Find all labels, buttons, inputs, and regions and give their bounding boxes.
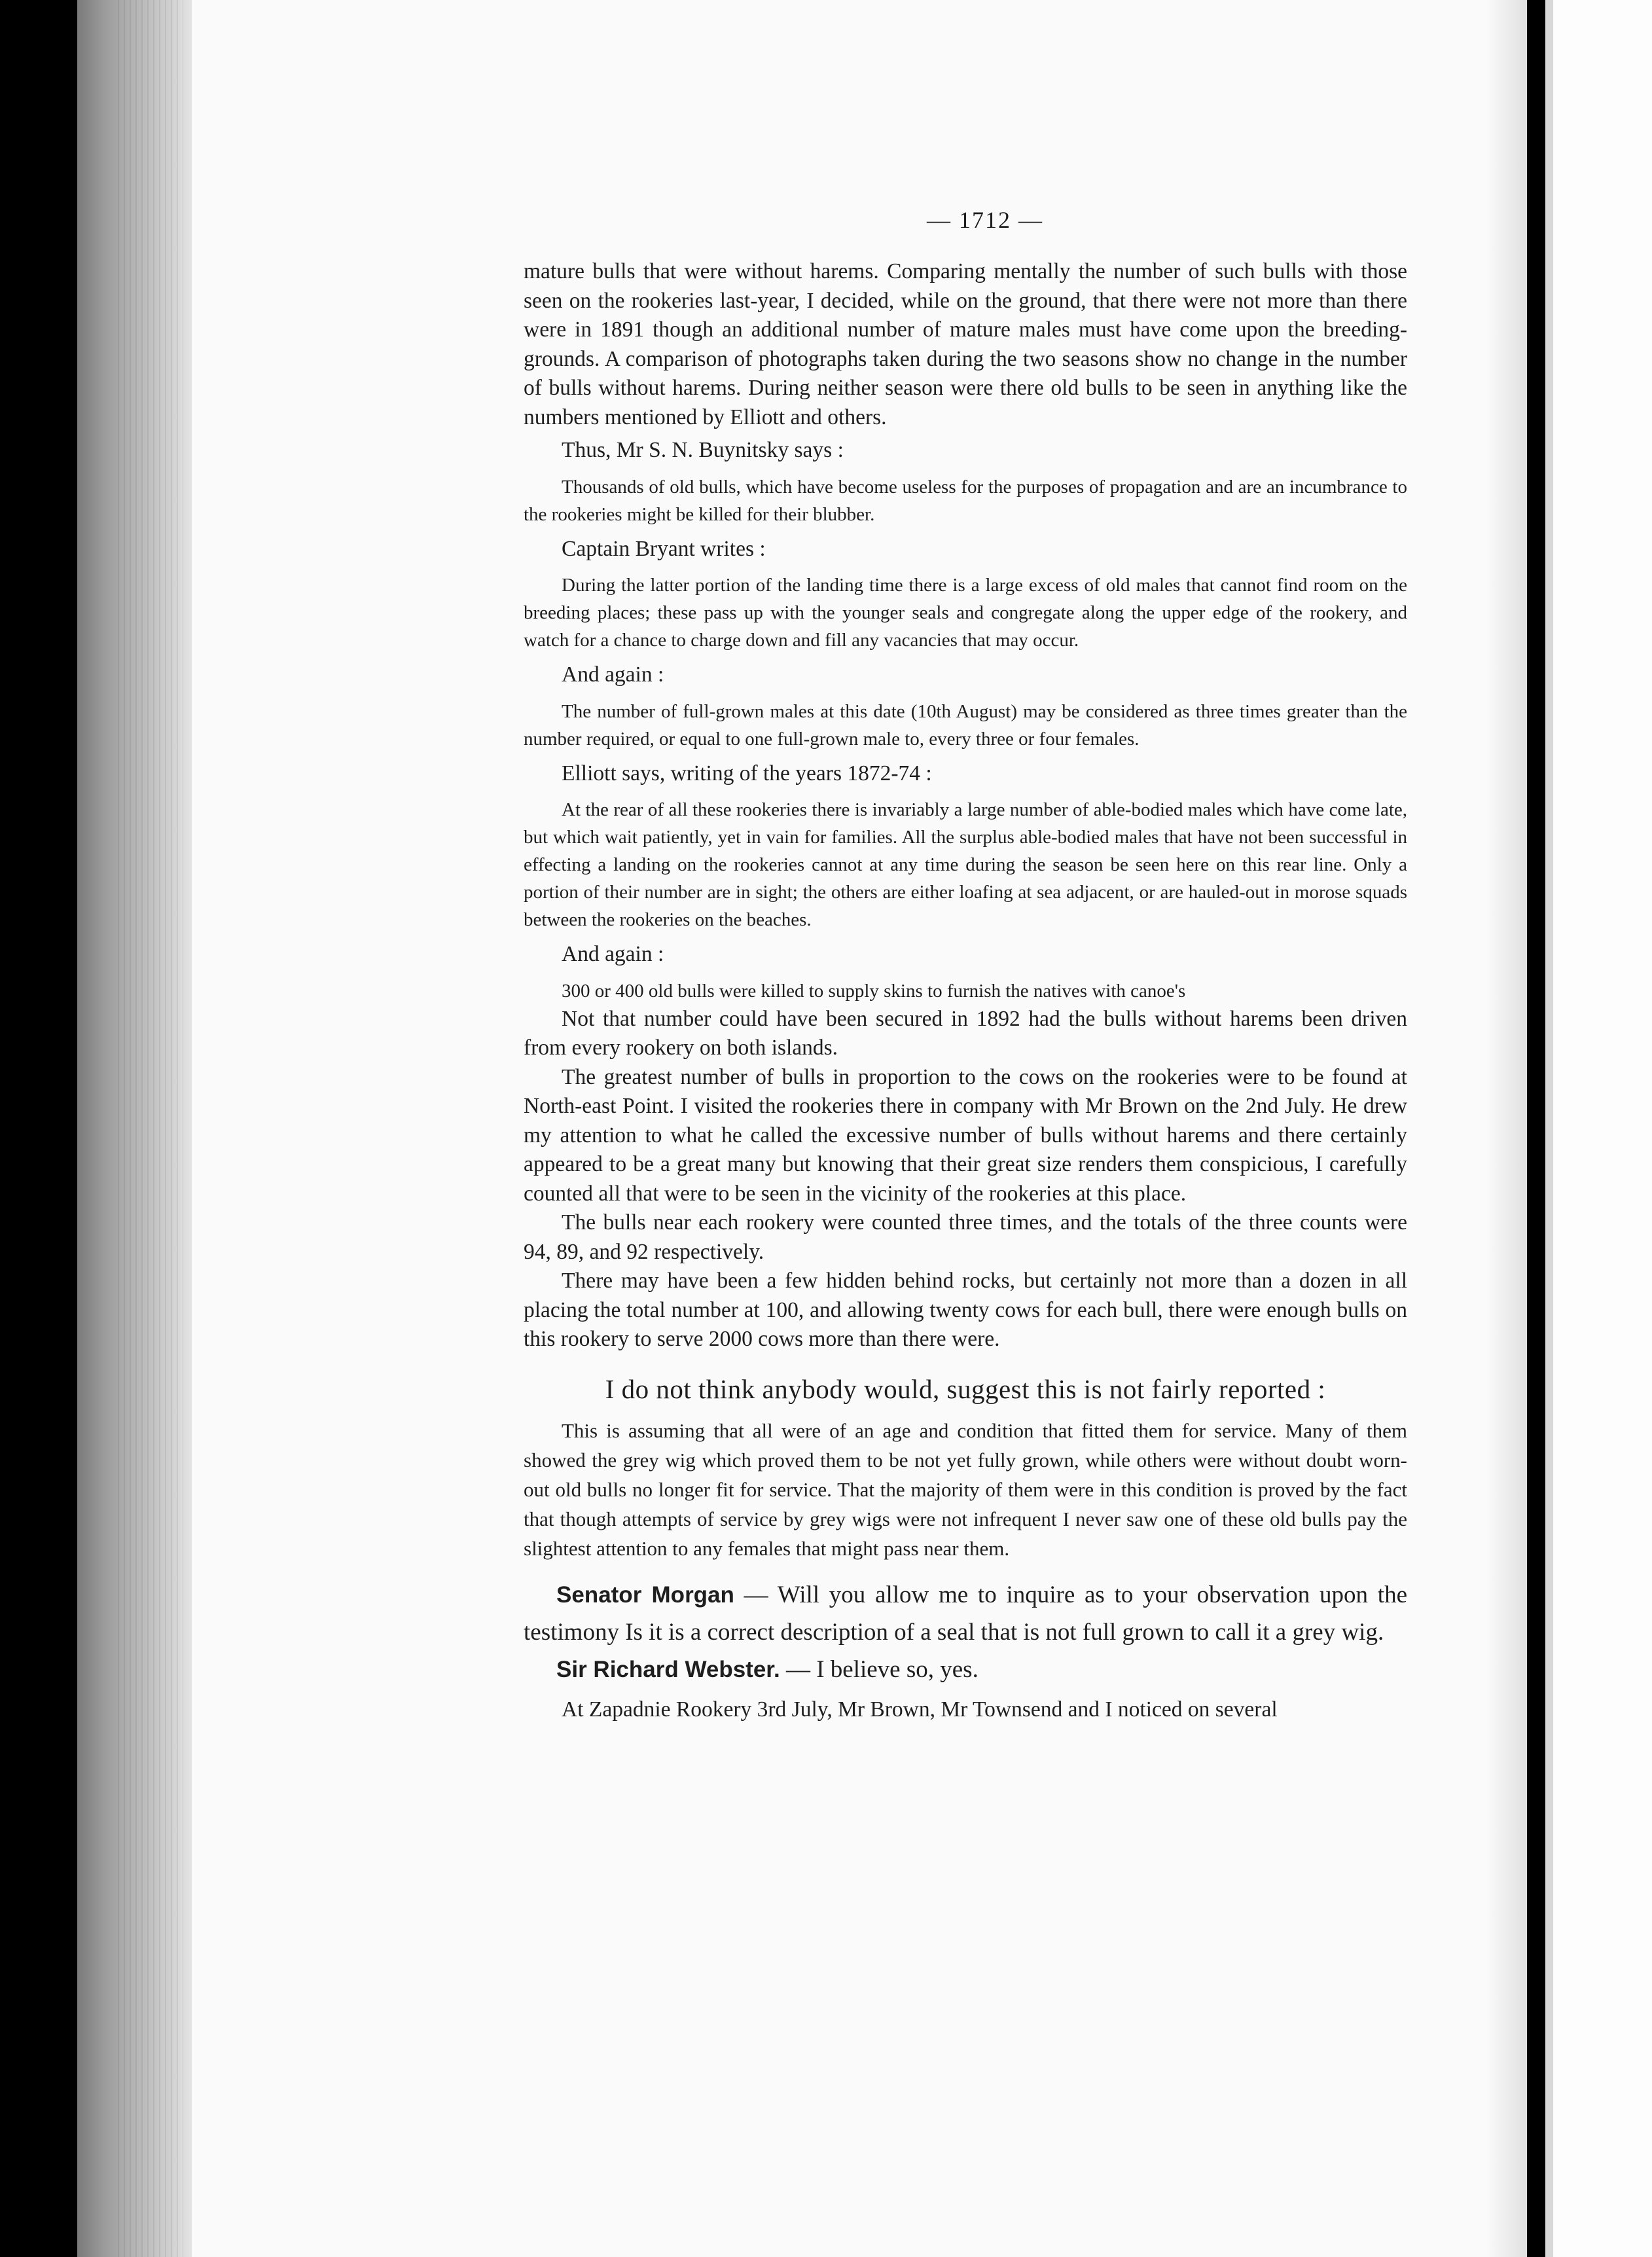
block-quote: The number of full-grown males at this date (10th August) may be considered as three times greater than the number required, or equal to one full-grown male to, every three or four females. <box>524 700 1407 749</box>
page-number: — 1712 — <box>927 207 1043 233</box>
quote-intro: And again : <box>562 662 664 687</box>
section-heading: I do not think anybody would, suggest this is not fairly reported : <box>605 1373 1326 1404</box>
paragraph: At Zapadnie Rookery 3rd July, Mr Brown, Mr Townsend and I noticed on several <box>562 1697 1278 1722</box>
quote-intro: And again : <box>562 942 664 966</box>
paragraph: Not that number could have been secured in 1892 had the bulls without harems been driven from every rookery on both islands. <box>524 1006 1407 1060</box>
block-quote: This is assuming that all were of an age and condition that fitted them for service. Many of them showed the grey wig which proved them to be not yet fully grown, while others were without doubt worn-out old bulls no longer fit for service. That the majority of them were in this condition is proved by the fact that though attempts of service by grey wigs were not infrequent I never saw one of these old bulls pay the slightest attention to any females that might pass near them. <box>524 1418 1407 1560</box>
dialog-line <box>524 1651 1407 1688</box>
quote-intro: Captain Bryant writes : <box>562 536 766 561</box>
block-quote: 300 or 400 old bulls were killed to supply skins to furnish the natives with canoe's <box>562 980 1186 1002</box>
block-quote: During the latter portion of the landing time there is a large excess of old males that cannot find room on the breeding places; these pass up with the younger seals and congregate along the upper edge of the rookery, and watch for a chance to charge down and fill any vacancies that may occur. <box>524 575 1407 651</box>
speaker-name: Senator Morgan <box>556 1581 734 1608</box>
quote-intro: Thus, Mr S. N. Buynitsky says : <box>562 438 844 462</box>
page-stack-lines <box>118 0 183 2257</box>
paragraph: There may have been a few hidden behind rocks, but certainly not more than a dozen in all placing the total number at 100, and allowing twenty cows for each bull, there were enough bulls on this rookery to serve 2000 cows more than there were. <box>524 1269 1407 1351</box>
paragraph: mature bulls that were without harems. Comparing mentally the number of such bulls with those seen on the rookeries last-year, I decided, while on the ground, that there were not more than there were in 1891 though an additional number of mature males must have come upon the breeding-grounds. A comparison of photographs taken during the two seasons show no change in the number of bulls without harems. During neither season were there old bulls to be seen in anything like the numbers mentioned by Elliott and others. <box>524 259 1407 429</box>
scan-border-right <box>1527 0 1545 2257</box>
page-shadow <box>1486 0 1527 2257</box>
block-quote: Thousands of old bulls, which have become useless for the purposes of propagation and are an incumbrance to the rookeries might be killed for their blubber. <box>524 476 1407 525</box>
dialog-text: — Will you allow me to inquire as to your observation upon the testimony Is it is a correct description of a seal that is not full grown to call it a grey wig. <box>524 1581 1407 1646</box>
dialog-text: — I believe so, yes. <box>780 1655 979 1683</box>
page-content <box>524 206 1407 1726</box>
paragraph: The greatest number of bulls in proportion to the cows on the rookeries were to be found at North-east Point. I visited the rookeries there in company with Mr Brown on the 2nd July. He drew my attention to what he called the excessive number of bulls without harems and there certainly appeared to be a great many but knowing that their great size renders them conspicious, I carefully counted all that were to be seen in the vicinity of the rookeries at this place. <box>524 1064 1407 1206</box>
scan-border-left <box>0 0 77 2257</box>
paragraph: The bulls near each rookery were counted three times, and the totals of the three counts were 94, 89, and 92 respectively. <box>524 1210 1407 1264</box>
gutter <box>1545 0 1553 2257</box>
quote-intro: Elliott says, writing of the years 1872-74 : <box>562 761 932 785</box>
speaker-name: Sir Richard Webster. <box>556 1656 780 1682</box>
next-page-edge <box>1553 0 1652 2257</box>
dialog-line <box>524 1576 1407 1651</box>
block-quote: At the rear of all these rookeries there is invariably a large number of able-bodied males which have come late, but which wait patiently, yet in vain for families. All the surplus able-bodied males that have not been successful in effecting a landing on the rookeries cannot at any time during the season be seen here on this rear line. Only a portion of their number are in sight; the others are either loafing at sea adjacent, or are hauled-out in morose squads between the rookeries on the beaches. <box>524 799 1407 930</box>
